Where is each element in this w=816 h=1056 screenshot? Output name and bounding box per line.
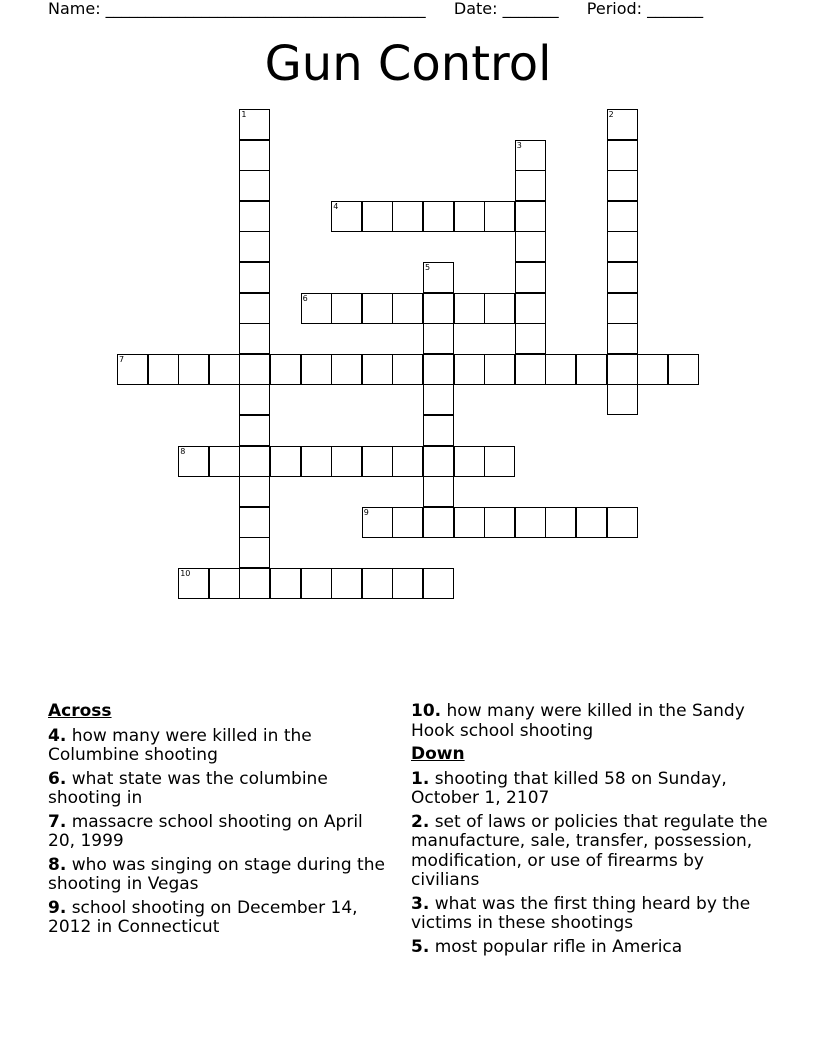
clue-text: what state was the columbine shooting in <box>48 768 328 808</box>
clue-text: school shooting on December 14, 2012 in Connecticut <box>48 897 358 937</box>
crossword-cell[interactable] <box>239 537 270 568</box>
crossword-cell[interactable] <box>392 568 423 599</box>
crossword-cell[interactable] <box>454 293 485 324</box>
crossword-cell[interactable] <box>484 293 515 324</box>
clue-number-label: 4 <box>333 201 339 211</box>
down-heading: Down <box>411 744 465 764</box>
crossword-cell[interactable] <box>515 293 546 324</box>
crossword-cell[interactable] <box>239 201 270 232</box>
crossword-cell[interactable] <box>423 384 454 415</box>
crossword-cell[interactable] <box>331 201 362 232</box>
clue-number: 3. <box>411 893 430 914</box>
date-field-label[interactable]: Date: _______ <box>453 0 559 18</box>
crossword-cell[interactable] <box>484 507 515 538</box>
crossword-cell[interactable] <box>331 354 362 385</box>
crossword-cell[interactable] <box>209 354 240 385</box>
clue-down-2 <box>411 813 771 891</box>
clue-down-3 <box>411 895 771 934</box>
clue-number: 2. <box>411 811 430 832</box>
clue-number: 5. <box>411 936 430 957</box>
crossword-cell[interactable] <box>362 201 393 232</box>
crossword-cell[interactable] <box>270 354 301 385</box>
crossword-cell[interactable] <box>270 568 301 599</box>
crossword-cell[interactable] <box>148 354 179 385</box>
clue-number-label: 1 <box>241 110 247 119</box>
crossword-cell[interactable] <box>239 262 270 293</box>
crossword-cell[interactable] <box>423 415 454 446</box>
crossword-cell[interactable] <box>178 354 209 385</box>
clue-text: massacre school shooting on April 20, 1999 <box>48 811 363 851</box>
crossword-cell[interactable] <box>362 507 393 538</box>
page-title: Gun Control <box>264 36 552 92</box>
clue-number-label: 8 <box>180 446 186 456</box>
crossword-cell[interactable] <box>209 446 240 477</box>
crossword-cell[interactable] <box>515 323 546 354</box>
crossword-cell[interactable] <box>668 354 699 385</box>
crossword-cell[interactable] <box>515 201 546 232</box>
crossword-cell[interactable] <box>423 354 454 385</box>
crossword-cell[interactable] <box>423 262 454 293</box>
clue-text: shooting that killed 58 on Sunday, October 1, 2107 <box>411 768 727 808</box>
crossword-cell[interactable] <box>515 231 546 262</box>
crossword-cell[interactable] <box>239 140 270 171</box>
clue-number: 4. <box>48 725 67 746</box>
clue-number-label: 3 <box>516 140 522 150</box>
clue-down-5 <box>411 938 771 958</box>
crossword-cell[interactable] <box>178 446 209 477</box>
crossword-cell[interactable] <box>607 323 638 354</box>
crossword-cell[interactable] <box>484 354 515 385</box>
crossword-cell[interactable] <box>545 354 576 385</box>
crossword-cell[interactable] <box>239 231 270 262</box>
crossword-cell[interactable] <box>270 446 301 477</box>
clue-number-label: 9 <box>363 507 369 517</box>
crossword-cell[interactable] <box>607 262 638 293</box>
crossword-cell[interactable] <box>607 507 638 538</box>
clue-number: 1. <box>411 768 430 789</box>
crossword-cell[interactable] <box>239 446 270 477</box>
crossword-cell[interactable] <box>331 446 362 477</box>
crossword-cell[interactable] <box>607 109 638 140</box>
crossword-cell[interactable] <box>117 354 148 385</box>
crossword-cell[interactable] <box>331 568 362 599</box>
crossword-cell[interactable] <box>423 476 454 507</box>
crossword-cell[interactable] <box>423 446 454 477</box>
crossword-cell[interactable] <box>301 568 332 599</box>
clue-text: how many were killed in the Columbine shooting <box>48 725 312 765</box>
clue-across-9 <box>48 899 388 938</box>
crossword-cell[interactable] <box>239 476 270 507</box>
crossword-cell[interactable] <box>454 446 485 477</box>
crossword-cell[interactable] <box>392 201 423 232</box>
crossword-cell[interactable] <box>362 568 393 599</box>
crossword-cell[interactable] <box>515 262 546 293</box>
crossword-cell[interactable] <box>392 354 423 385</box>
clue-across-8 <box>48 856 388 895</box>
crossword-cell[interactable] <box>545 507 576 538</box>
crossword-cell[interactable] <box>515 140 546 171</box>
crossword-cell[interactable] <box>515 170 546 201</box>
clue-text: set of laws or policies that regulate the manufacture, sale, transfer, possession, modification, or use of firearms by civilians <box>411 811 768 890</box>
crossword-cell[interactable] <box>362 354 393 385</box>
clue-number-label: 2 <box>608 110 614 119</box>
clue-number: 8. <box>48 854 67 875</box>
crossword-cell[interactable] <box>515 354 546 385</box>
crossword-cell[interactable] <box>484 446 515 477</box>
crossword-cell[interactable] <box>607 354 638 385</box>
clue-number: 6. <box>48 768 67 789</box>
clue-number-label: 5 <box>425 263 431 272</box>
crossword-cell[interactable] <box>607 170 638 201</box>
crossword-cell[interactable] <box>239 507 270 538</box>
crossword-cell[interactable] <box>607 201 638 232</box>
crossword-cell[interactable] <box>239 354 270 385</box>
clue-number: 7. <box>48 811 67 832</box>
crossword-cell[interactable] <box>423 201 454 232</box>
name-field-label[interactable]: Name: ________________________________________ <box>48 0 426 18</box>
crossword-cell[interactable] <box>239 293 270 324</box>
crossword-cell[interactable] <box>607 231 638 262</box>
crossword-cell[interactable] <box>362 446 393 477</box>
crossword-cell[interactable] <box>607 384 638 415</box>
clue-down-1 <box>411 770 771 809</box>
crossword-cell[interactable] <box>576 507 607 538</box>
crossword-cell[interactable] <box>239 323 270 354</box>
crossword-cell[interactable] <box>239 568 270 599</box>
clues-left-column <box>48 702 388 942</box>
crossword-cell[interactable] <box>454 354 485 385</box>
crossword-cell[interactable] <box>515 507 546 538</box>
clue-across-6 <box>48 770 388 809</box>
clue-number: 10. <box>411 701 442 721</box>
crossword-cell[interactable] <box>239 384 270 415</box>
clue-number-label: 6 <box>302 293 308 303</box>
crossword-cell[interactable] <box>576 354 607 385</box>
clue-number: 9. <box>48 897 67 918</box>
across-heading: Across <box>48 701 112 721</box>
crossword-cell[interactable] <box>392 293 423 324</box>
clue-text: what was the first thing heard by the victims in these shootings <box>411 893 751 933</box>
crossword-cell[interactable] <box>607 140 638 171</box>
crossword-cell[interactable] <box>239 109 270 140</box>
crossword-cell[interactable] <box>607 293 638 324</box>
clue-across-4 <box>48 727 388 766</box>
crossword-cell[interactable] <box>239 415 270 446</box>
crossword-cell[interactable] <box>362 293 393 324</box>
crossword-cell[interactable] <box>637 354 668 385</box>
clue-text: who was singing on stage during the shooting in Vegas <box>48 854 385 894</box>
crossword-cell[interactable] <box>423 568 454 599</box>
crossword-cell[interactable] <box>178 568 209 599</box>
crossword-cell[interactable] <box>392 446 423 477</box>
crossword-cell[interactable] <box>301 293 332 324</box>
clue-across-7 <box>48 813 388 852</box>
clues-right-column <box>411 702 771 961</box>
crossword-cell[interactable] <box>423 293 454 324</box>
crossword-cell[interactable] <box>423 323 454 354</box>
clue-number-label: 10 <box>180 569 191 578</box>
crossword-cell[interactable] <box>301 354 332 385</box>
clue-number-label: 7 <box>119 354 125 364</box>
crossword-cell[interactable] <box>484 201 515 232</box>
crossword-cell[interactable] <box>392 507 423 538</box>
crossword-cell[interactable] <box>239 170 270 201</box>
period-field-label[interactable]: Period: _______ <box>586 0 704 18</box>
clue-across-10 <box>411 702 771 741</box>
clue-text: most popular rifle in America <box>434 936 683 957</box>
crossword-cell[interactable] <box>454 201 485 232</box>
crossword-cell[interactable] <box>209 568 240 599</box>
clue-text: how many were killed in the Sandy Hook school shooting <box>411 701 745 741</box>
crossword-cell[interactable] <box>454 507 485 538</box>
crossword-cell[interactable] <box>423 507 454 538</box>
crossword-cell[interactable] <box>331 293 362 324</box>
crossword-cell[interactable] <box>301 446 332 477</box>
